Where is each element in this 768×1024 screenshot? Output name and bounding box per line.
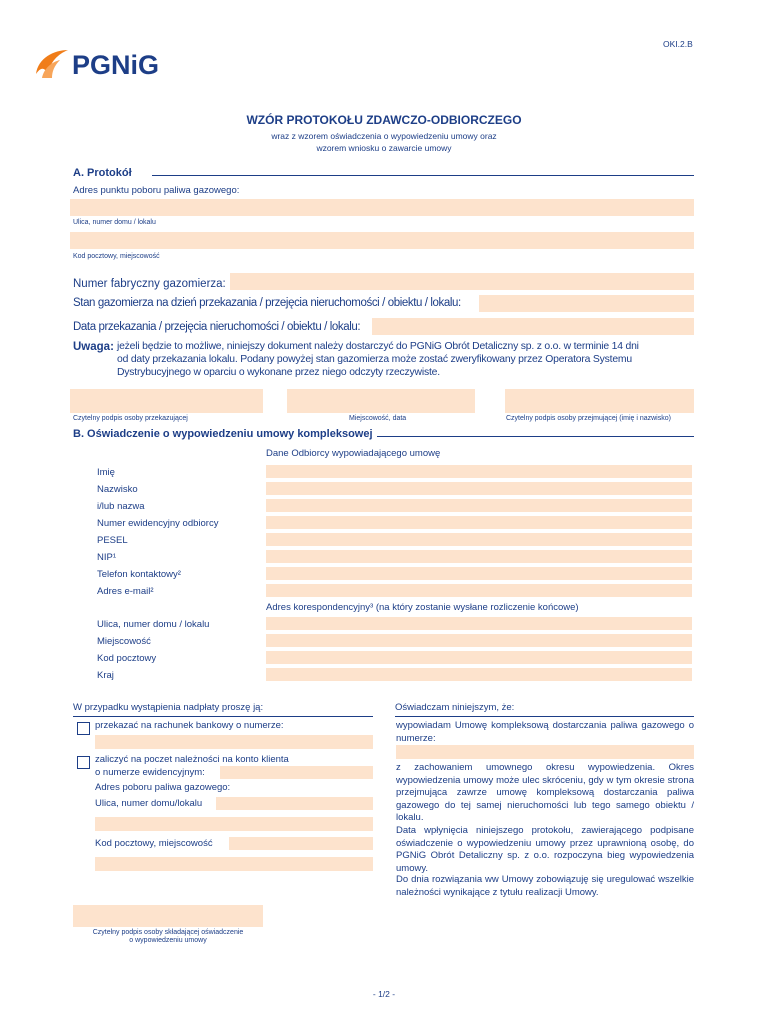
supply-postal-label: Kod pocztowy, miejscowość xyxy=(95,838,213,849)
supply-street-input[interactable] xyxy=(216,797,373,810)
note-line-2: od daty przekazania lokalu. Podany powyżej stan gazomierza może zostać zweryfikowany przez Operatora Systemu xyxy=(117,354,632,365)
account-credit-checkbox[interactable] xyxy=(77,756,90,769)
corr-street-label: Ulica, numer domu / lokalu xyxy=(97,619,210,630)
receiver-signature-caption: Czytelny podpis osoby przejmującej (imię i nazwisko) xyxy=(506,415,671,422)
declaration-p2: z zachowaniem umownego okresu wypowiedzenia. Okres wypowiedzenia umowy może ulec skróceniu, gdy w tym okresie strona przejmująca zawrze umowę kompleksową dostarczania paliwa gazowego do tej samej nieruchomości lub tego samego obiektu / lokalu. xyxy=(396,762,694,824)
supply-postal-input-2[interactable] xyxy=(95,857,373,871)
pgnig-flame-logo-icon xyxy=(32,44,72,84)
corr-country-label: Kraj xyxy=(97,670,114,681)
recipient-data-heading: Dane Odbiorcy wypowiadającego umowę xyxy=(266,448,441,459)
account-credit-label-2: o numerze ewidencyjnym: xyxy=(95,767,205,778)
pesel-label: PESEL xyxy=(97,535,128,546)
declarant-signature-caption-1: Czytelny podpis osoby składającej oświadczenie xyxy=(92,929,244,936)
note-line-1: jeżeli będzie to możliwe, niniejszy dokument należy dostarczyć do PGNiG Obrót Detaliczny sp. z o.o. w terminie 14 dni xyxy=(117,341,639,352)
document-subtitle-1: wraz z wzorem oświadczenia o wypowiedzeniu umowy oraz xyxy=(271,131,497,141)
postal-city-input[interactable] xyxy=(70,232,694,249)
supply-address-label: Adres punktu poboru paliwa gazowego: xyxy=(73,185,240,196)
bank-transfer-label: przekazać na rachunek bankowy o numerze: xyxy=(95,720,284,731)
customer-account-input[interactable] xyxy=(220,766,373,779)
declaration-rule xyxy=(395,716,694,717)
email-input[interactable] xyxy=(266,584,692,597)
company-name-input[interactable] xyxy=(266,499,692,512)
pesel-input[interactable] xyxy=(266,533,692,546)
declaration-p3: Data wpłynięcia niniejszego protokołu, zawierającego podpisane oświadczenie o wypowiedzeniu umowy przez uprawnioną osobę, do PGNiG Obrót Detaliczny sp. z o.o. rozpoczyna bieg wypowiedzenia umowy. xyxy=(396,825,694,874)
receiver-signature-box[interactable] xyxy=(505,389,694,413)
corr-city-input[interactable] xyxy=(266,634,692,647)
overpayment-heading: W przypadku wystąpienia nadpłaty proszę ją: xyxy=(73,702,264,713)
nip-input[interactable] xyxy=(266,550,692,563)
document-title: WZÓR PROTOKOŁU ZDAWCZO-ODBIORCZEGO xyxy=(246,113,522,127)
contract-number-input[interactable] xyxy=(396,745,694,759)
corr-postal-input[interactable] xyxy=(266,651,692,664)
section-b-rule xyxy=(377,436,694,437)
first-name-input[interactable] xyxy=(266,465,692,478)
meter-number-label: Numer fabryczny gazomierza: xyxy=(73,278,226,290)
page-number: - 1/2 - xyxy=(372,989,396,999)
customer-id-input[interactable] xyxy=(266,516,692,529)
declaration-heading: Oświadczam niniejszym, że: xyxy=(395,702,515,713)
corr-city-label: Miejscowość xyxy=(97,636,151,647)
correspondence-address-heading: Adres korespondencyjny³ (na który zostanie wysłane rozliczenie końcowe) xyxy=(266,602,579,613)
corr-postal-label: Kod pocztowy xyxy=(97,653,157,664)
document-subtitle-2: wzorem wniosku o zawarcie umowy xyxy=(316,143,452,153)
first-name-label: Imię xyxy=(97,467,115,478)
supply-address-label-2: Adres poboru paliwa gazowego: xyxy=(95,782,231,793)
street-input[interactable] xyxy=(70,199,694,216)
nip-label: NIP¹ xyxy=(97,552,116,563)
transferor-signature-caption: Czytelny podpis osoby przekazującej xyxy=(73,415,188,422)
declarant-signature-caption-2: o wypowiedzeniu umowy xyxy=(129,937,207,944)
logo-text: PGNiG xyxy=(72,50,160,80)
declarant-signature-box[interactable] xyxy=(73,905,263,927)
street-caption: Ulica, numer domu / lokalu xyxy=(73,219,156,226)
customer-id-label: Numer ewidencyjny odbiorcy xyxy=(97,518,219,529)
last-name-input[interactable] xyxy=(266,482,692,495)
place-date-caption: Miejscowość, data xyxy=(349,415,407,422)
section-b-heading: B. Oświadczenie o wypowiedzeniu umowy kompleksowej xyxy=(73,428,373,440)
section-a-heading: A. Protokół xyxy=(73,167,132,179)
supply-street-label: Ulica, numer domu/lokalu xyxy=(95,798,203,809)
section-a-rule xyxy=(152,175,694,176)
corr-street-input[interactable] xyxy=(266,617,692,630)
supply-postal-input[interactable] xyxy=(229,837,373,850)
phone-input[interactable] xyxy=(266,567,692,580)
company-name-label: i/lub nazwa xyxy=(97,501,145,512)
note-line-3: Dystrybucyjnego w oparciu o wykonane przez niego odczyty rzeczywiste. xyxy=(117,367,440,378)
document-code: OKI.2.B xyxy=(663,39,693,49)
postal-city-caption: Kod pocztowy, miejscowość xyxy=(73,253,160,260)
handover-date-input[interactable] xyxy=(372,318,694,335)
supply-street-input-2[interactable] xyxy=(95,817,373,831)
meter-state-input[interactable] xyxy=(479,295,694,312)
account-credit-label: zaliczyć na poczet należności na konto klienta xyxy=(95,754,289,765)
overpayment-rule xyxy=(73,716,373,717)
bank-transfer-checkbox[interactable] xyxy=(77,722,90,735)
place-date-box[interactable] xyxy=(287,389,475,413)
handover-date-label: Data przekazania / przejęcia nieruchomości / obiektu / lokalu: xyxy=(73,321,361,333)
phone-label: Telefon kontaktowy² xyxy=(97,569,181,580)
transferor-signature-box[interactable] xyxy=(70,389,263,413)
bank-account-input[interactable] xyxy=(95,735,373,749)
declaration-p1: wypowiadam Umowę kompleksową dostarczania paliwa gazowego o numerze: xyxy=(396,720,694,744)
last-name-label: Nazwisko xyxy=(97,484,138,495)
corr-country-input[interactable] xyxy=(266,668,692,681)
email-label: Adres e-mail² xyxy=(97,586,154,597)
declaration-p4: Do dnia rozwiązania ww Umowy zobowiązuję się uregulować wszelkie należności wynikające z tytułu realizacji Umowy. xyxy=(396,874,694,898)
note-label: Uwaga: xyxy=(73,341,114,353)
meter-number-input[interactable] xyxy=(230,273,694,290)
meter-state-label: Stan gazomierza na dzień przekazania / przejęcia nieruchomości / obiektu / lokalu: xyxy=(73,297,461,309)
